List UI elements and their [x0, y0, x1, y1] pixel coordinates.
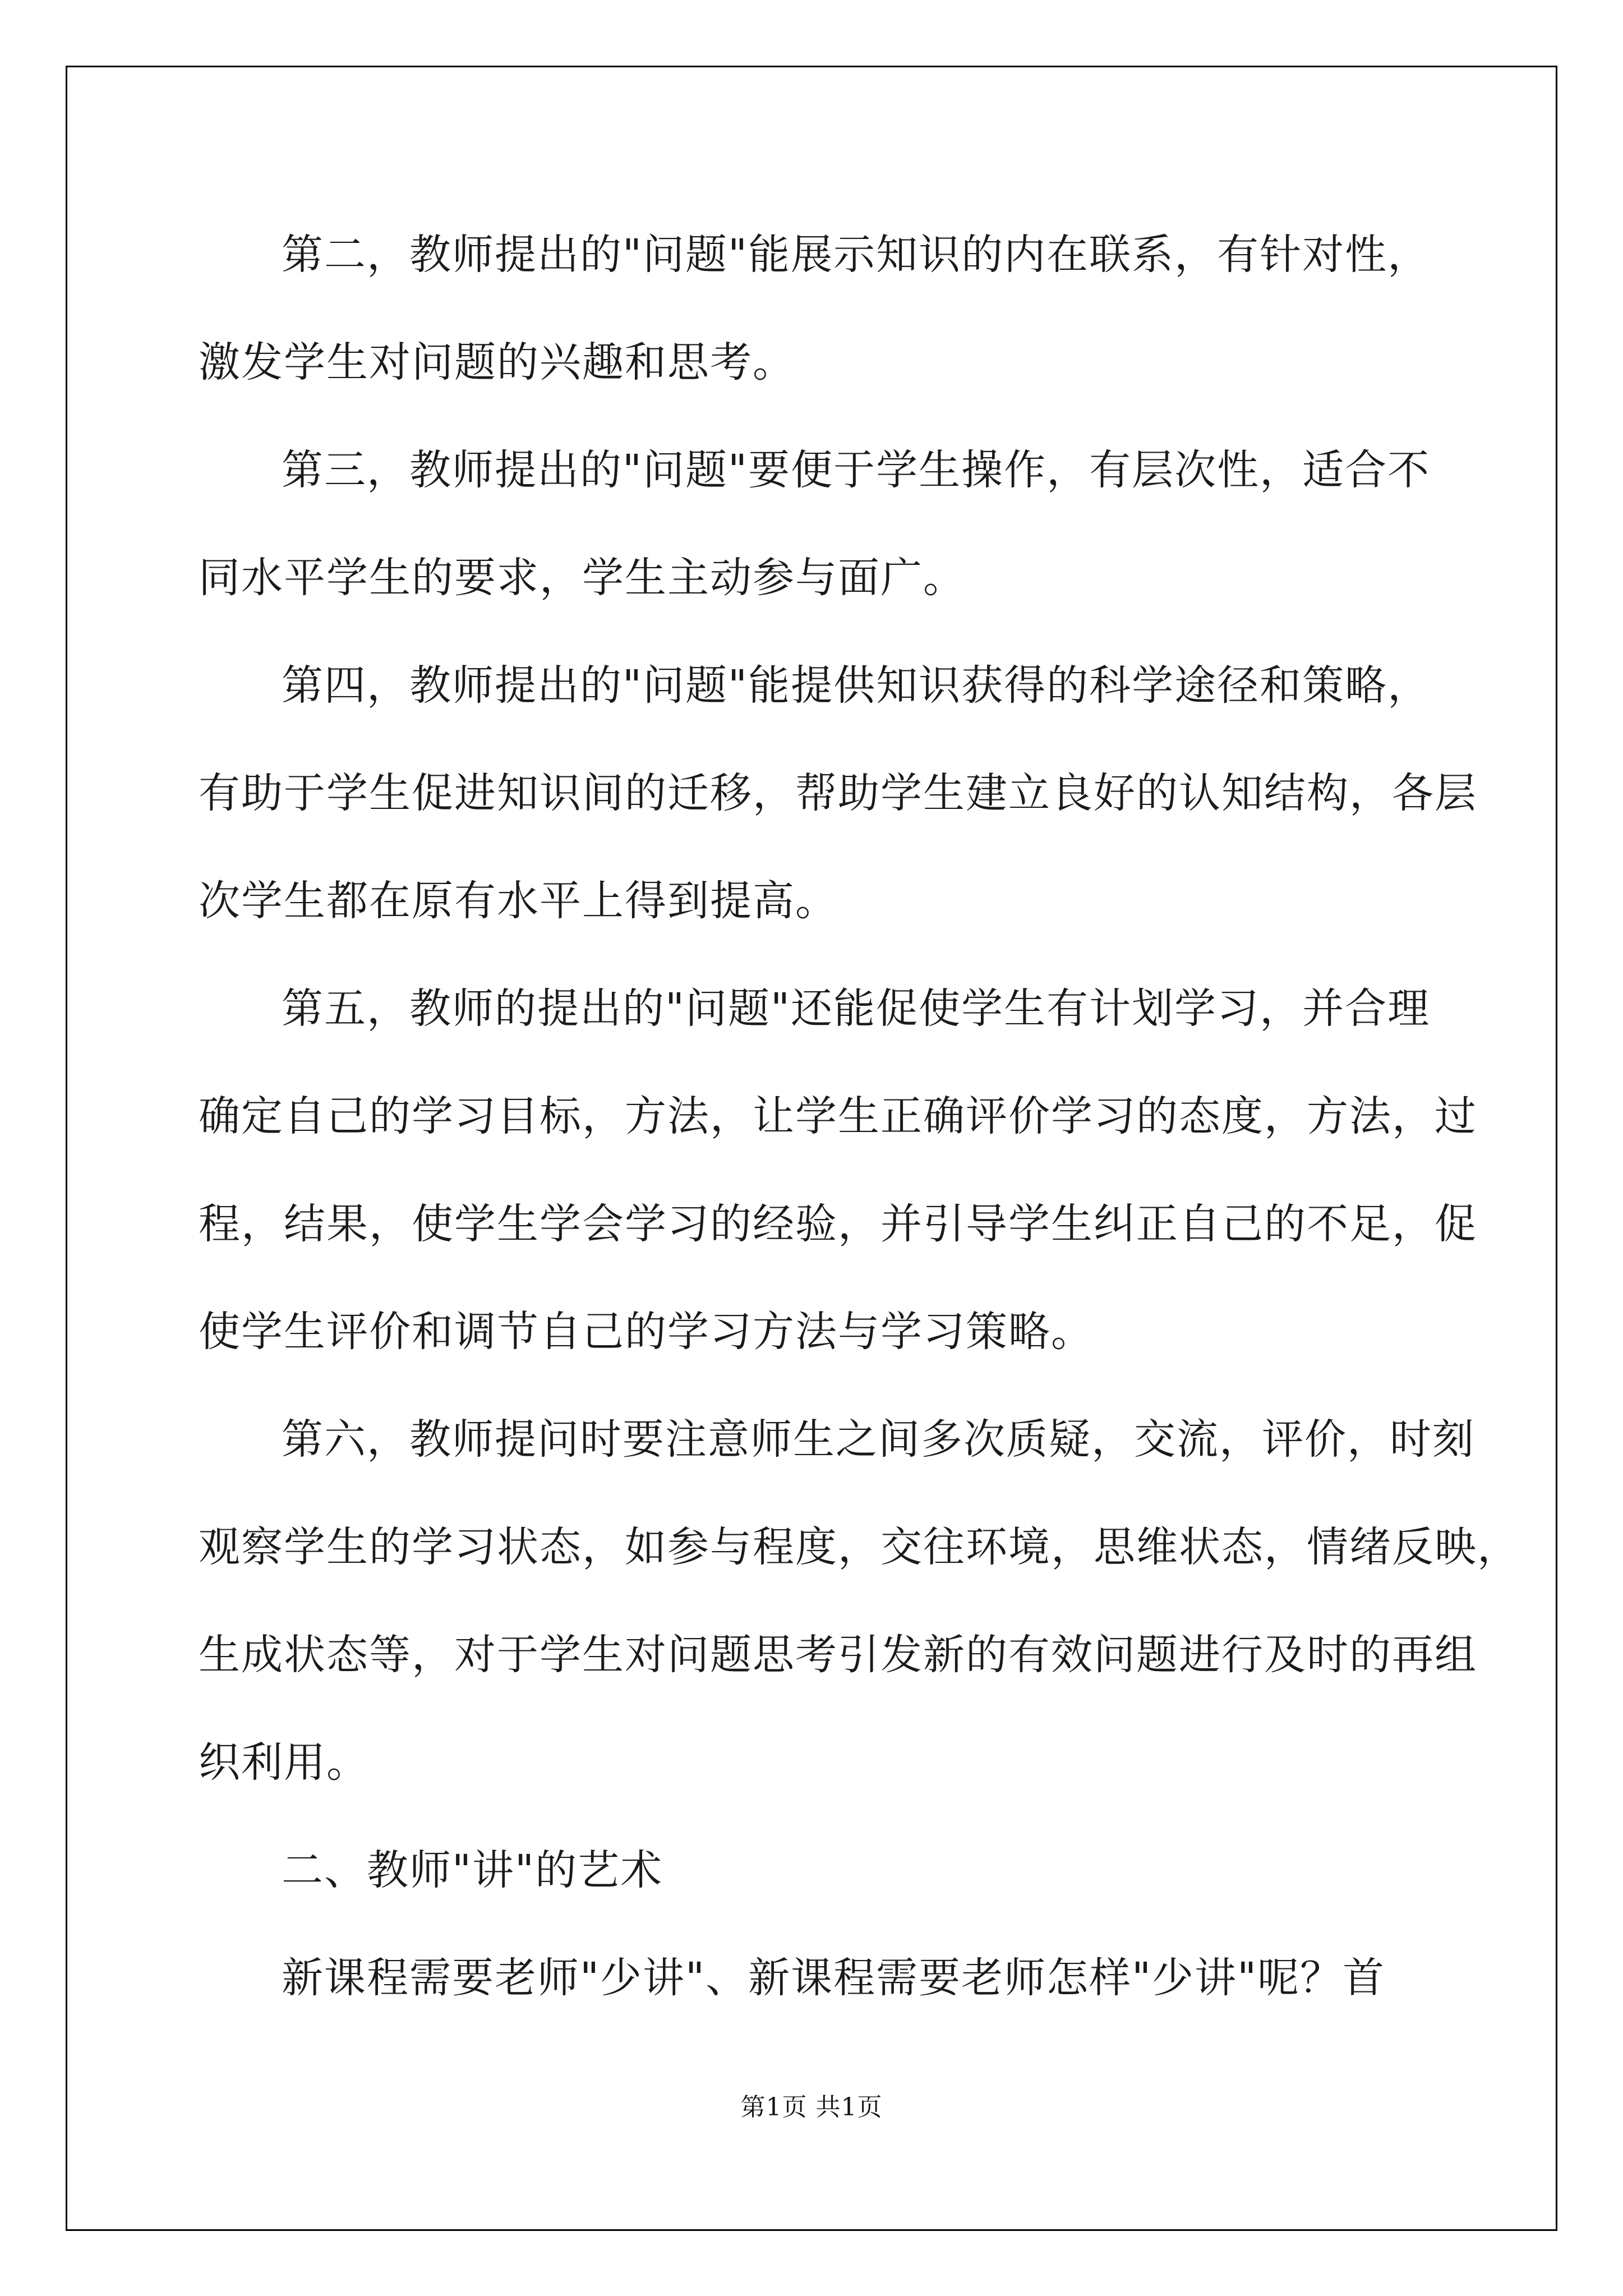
text-line: 激发学生对问题的兴趣和思考。: [199, 338, 795, 386]
text-line: 第六，教师提问时要注意师生之间多次质疑，交流，评价，时刻: [282, 1415, 1475, 1464]
text-line: 次学生都在原有水平上得到提高。: [199, 877, 838, 925]
text-line: 有助于学生促进知识间的迁移，帮助学生建立良好的认知结构，各层: [199, 769, 1477, 817]
text-line: 生成状态等，对于学生对问题思考引发新的有效问题进行及时的再组: [199, 1631, 1477, 1679]
document-body: [199, 201, 1520, 2032]
text-line: 织利用。: [199, 1738, 369, 1787]
text-line: 第四，教师提出的"问题"能提供知识获得的科学途径和策略，: [282, 661, 1431, 710]
page-footer: 第1页 共1页: [740, 2093, 883, 2122]
text-line: 观察学生的学习状态，如参与程度，交往环境，思维状态，情绪反映，: [199, 1523, 1520, 1571]
text-line: 确定自己的学习目标，方法，让学生正确评价学习的态度，方法，过: [199, 1092, 1477, 1140]
section-heading: 二、教师"讲"的艺术: [282, 1846, 663, 1894]
text-line: 第三，教师提出的"问题"要便于学生操作，有层次性，适合不: [282, 446, 1431, 494]
text-line: 第二，教师提出的"问题"能展示知识的内在联系，有针对性，: [282, 231, 1431, 279]
text-line: 第五，教师的提出的"问题"还能促使学生有计划学习，并合理: [282, 984, 1431, 1033]
text-line: 程，结果，使学生学会学习的经验，并引导学生纠正自己的不足，促: [199, 1200, 1477, 1248]
text-line: 新课程需要老师"少讲"、新课程需要老师怎样"少讲"呢？首: [282, 1954, 1386, 2002]
text-line: 使学生评价和调节自己的学习方法与学习策略。: [199, 1308, 1094, 1356]
text-line: 同水平学生的要求，学生主动参与面广。: [199, 554, 966, 602]
